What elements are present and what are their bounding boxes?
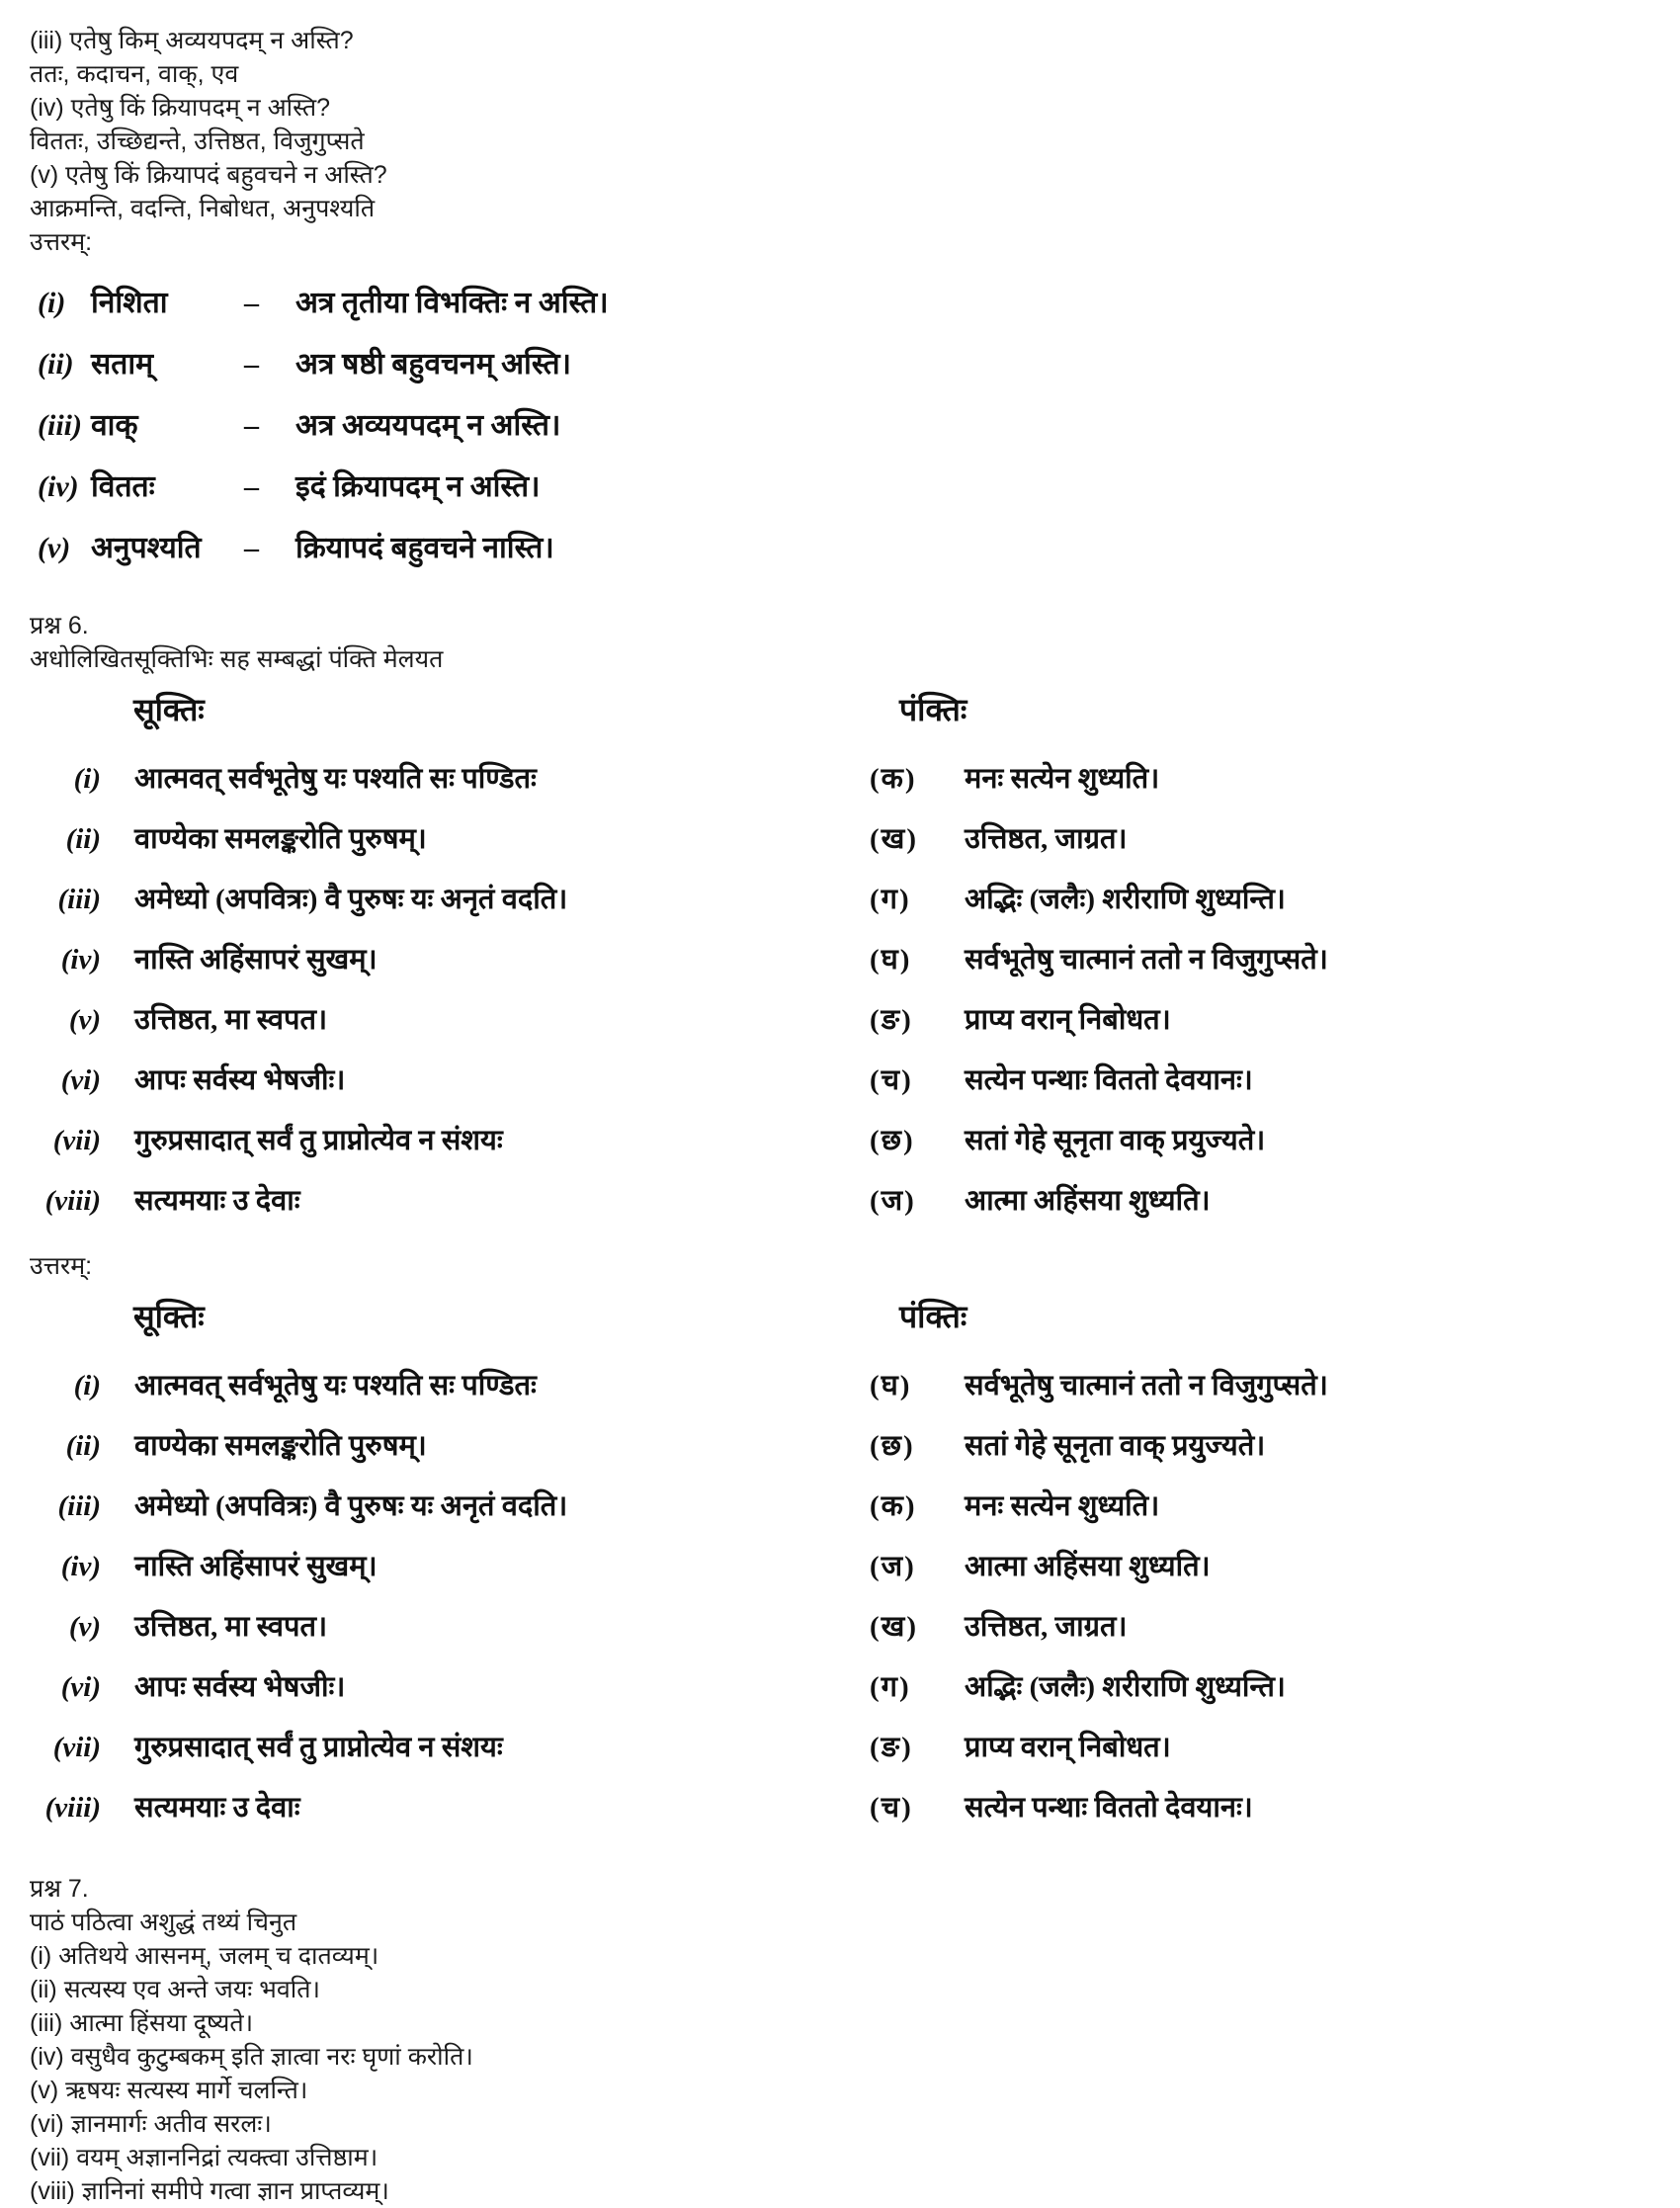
sukti-text: वाण्येका समलङ्करोति पुरुषम्। [134,1430,427,1462]
sukti-text: उत्तिष्ठत, मा स्वपत। [134,1004,328,1036]
pankti-text: प्राप्य वरान् निबोधत। [965,1004,1171,1036]
match-row [30,1486,1650,1525]
pankti-column-header: पंक्तिः [899,692,967,727]
question7-item: (vi) ज्ञानमार्गः अतीव सरलः। [30,2110,272,2138]
item-label: (ज) [870,1185,916,1217]
sukti-text: अमेध्यो (अपवित्रः) वै पुरुषः यः अनृतं वदति। [134,1490,568,1522]
question5-answer-list [30,281,1650,565]
answer-word: निशिता [91,287,168,319]
sukti-text: सत्यमयाः उ देवाः [134,1185,300,1217]
question7-section [30,1872,1650,2208]
match-row [30,1365,1650,1404]
question6-section [30,609,1650,1826]
match-row [30,1606,1650,1646]
dash: – [244,470,259,503]
pankti-text: आत्मा अहिंसया शुध्यति। [965,1185,1211,1217]
match-row [30,1787,1650,1826]
item-number: (vii) [52,1732,101,1763]
item-number: (v) [68,1004,101,1036]
pankti-text: सर्वभूतेषु चात्मानं ततो न विजुगुप्सते। [965,944,1328,976]
answer-text: क्रियापदं बहुवचने नास्ति। [295,532,554,564]
answer-text: इदं क्रियापदम् न अस्ति। [295,470,541,503]
item-number: (vii) [52,1125,101,1156]
q6-answer-label: उत्तरम्: [30,1252,93,1280]
item-number: (viii) [44,1185,101,1217]
sukti-text: सत्यमयाः उ देवाः [134,1792,300,1824]
question-text-line: (iii) एतेषु किम् अव्ययपदम् न अस्ति? [30,27,354,54]
question7-number: प्रश्न 7. [30,1875,89,1903]
dash: – [244,348,259,381]
item-number: (i) [38,287,66,319]
match-row [30,1120,1650,1159]
q5-answer-label: उत्तरम्: [30,228,93,256]
question7-item-list [30,1939,1650,2208]
q5-answer-row [30,342,1650,382]
dash: – [244,409,259,442]
match-row [30,999,1650,1039]
q6-question-table [30,758,1650,1220]
item-label: (ङ) [870,1004,913,1036]
pankti-text: सत्येन पन्थाः विततो देवयानः। [965,1064,1253,1096]
pankti-text: सत्येन पन्थाः विततो देवयानः। [965,1792,1253,1824]
match-row [30,1060,1650,1099]
sukti-column-header: सूक्तिः [133,692,205,727]
item-label: (छ) [870,1125,915,1156]
item-number: (iv) [60,944,101,976]
answer-word: अनुपश्यति [91,532,202,564]
item-label: (घ) [870,1370,912,1401]
match-row [30,818,1650,858]
answer-text: अत्र षष्ठी बहुवचनम् अस्ति। [295,348,571,381]
question5-section [30,24,1650,565]
pankti-text: प्राप्य वरान् निबोधत। [965,1732,1171,1763]
sukti-text: आत्मवत् सर्वभूतेषु यः पश्यति सः पण्डितः [134,1370,537,1401]
item-label: (ग) [870,884,911,915]
item-label: (ज) [870,1551,916,1582]
item-label: (च) [870,1792,913,1824]
pankti-text: उत्तिष्ठत, जाग्रत। [965,823,1128,855]
question7-item: (vii) वयम् अज्ञाननिद्रां त्यक्त्वा उत्तिष्ठाम। [30,2144,378,2171]
q5-answer-row [30,526,1650,565]
pankti-text: सतां गेहे सूनृता वाक् प्रयुज्यते। [965,1430,1266,1462]
question7-item: (iii) आत्मा हिंसया दूष्यते। [30,2009,254,2037]
match-row [30,1666,1650,1706]
item-label: (च) [870,1064,913,1096]
item-label: (ग) [870,1671,911,1703]
item-number: (iv) [38,470,79,503]
question5-intro-lines [30,24,1650,225]
pankti-text: सर्वभूतेषु चात्मानं ततो न विजुगुप्सते। [965,1370,1328,1401]
match-row [30,1546,1650,1585]
sukti-text: आपः सर्वस्य भेषजीः। [134,1671,346,1703]
question6-prompt: अधोलिखितसूक्तिभिः सह सम्बद्धां पंक्ति मेलयत [30,645,444,673]
sukti-text: नास्ति अहिंसापरं सुखम्। [134,1551,378,1582]
pankti-text: मनः सत्येन शुध्यति। [965,763,1160,795]
sukti-text: वाण्येका समलङ्करोति पुरुषम्। [134,823,427,855]
answer-word: विततः [91,470,155,503]
item-number: (iii) [57,884,101,915]
sukti-text: उत्तिष्ठत, मा स्वपत। [134,1611,328,1643]
item-number: (ii) [38,348,74,381]
question-text-line: आक्रमन्ति, वदन्ति, निबोधत, अनुपश्यति [30,195,376,222]
sukti-text: अमेध्यो (अपवित्रः) वै पुरुषः यः अनृतं वदति। [134,884,568,915]
item-label: (ख) [870,1611,919,1643]
match-row [30,1727,1650,1766]
item-number: (viii) [44,1792,101,1824]
dash: – [244,287,259,319]
question7-item: (ii) सत्यस्य एव अन्ते जयः भवति। [30,1976,320,2003]
item-number: (v) [68,1611,101,1643]
match-row [30,879,1650,918]
pankti-text: मनः सत्येन शुध्यति। [965,1490,1160,1522]
match-row [30,939,1650,978]
item-number: (iii) [57,1490,101,1522]
item-label: (घ) [870,944,912,976]
pankti-text: उत्तिष्ठत, जाग्रत। [965,1611,1128,1643]
match-row [30,758,1650,798]
answer-text: अत्र अव्ययपदम् न अस्ति। [295,409,561,442]
sukti-text: गुरुप्रसादात् सर्वं तु प्राप्नोत्येव न संशयः [134,1732,503,1763]
pankti-text: सतां गेहे सूनृता वाक् प्रयुज्यते। [965,1125,1266,1156]
sukti-column-header: सूक्तिः [133,1299,205,1334]
item-number: (iv) [60,1551,101,1582]
match-row [30,1425,1650,1465]
question-text-line: (v) एतेषु किं क्रियापदं बहुवचने न अस्ति? [30,161,387,189]
q6-answer-table [30,1365,1650,1826]
sukti-text: गुरुप्रसादात् सर्वं तु प्राप्नोत्येव न संशयः [134,1125,503,1156]
question7-item: (v) ऋषयः सत्यस्य मार्गे चलन्ति। [30,2077,308,2104]
pankti-text: अद्भिः (जलैः) शरीराणि शुध्यन्ति। [965,884,1286,915]
sukti-text: आत्मवत् सर्वभूतेषु यः पश्यति सः पण्डितः [134,763,537,795]
q6-answer-table-headers [30,1295,1650,1344]
q5-answer-row [30,281,1650,320]
pankti-text: अद्भिः (जलैः) शरीराणि शुध्यन्ति। [965,1671,1286,1703]
question7-item: (iv) वसुधैव कुटुम्बकम् इति ज्ञात्वा नरः घृणां करोति। [30,2043,473,2071]
question7-item: (viii) ज्ञानिनां समीपे गत्वा ज्ञान प्राप्तव्यम्। [30,2177,389,2205]
pankti-text: आत्मा अहिंसया शुध्यति। [965,1551,1211,1582]
item-number: (ii) [65,1430,101,1462]
item-label: (क) [870,763,917,795]
question7-prompt: पाठं पठित्वा अशुद्धं तथ्यं चिनुत [30,1909,297,1936]
item-number: (ii) [65,823,101,855]
item-label: (क) [870,1490,917,1522]
item-number: (v) [38,532,71,564]
dash: – [244,532,259,564]
item-label: (छ) [870,1430,915,1462]
answer-word: वाक् [91,409,138,442]
question6-number: प्रश्न 6. [30,612,89,639]
item-label: (ख) [870,823,919,855]
answer-word: सताम् [91,348,154,381]
sukti-text: नास्ति अहिंसापरं सुखम्। [134,944,378,976]
match-row [30,1180,1650,1220]
item-number: (i) [73,1370,101,1401]
q5-answer-row [30,403,1650,443]
question-text-line: (iv) एतेषु किं क्रियापदम् न अस्ति? [30,94,331,122]
sukti-text: आपः सर्वस्य भेषजीः। [134,1064,346,1096]
pankti-column-header: पंक्तिः [899,1299,967,1334]
item-label: (ङ) [870,1732,913,1763]
q5-answer-row [30,465,1650,504]
item-number: (iii) [38,409,82,442]
q6-table-headers [30,688,1650,737]
question7-item: (i) अतिथये आसनम्, जलम् च दातव्यम्। [30,1942,379,1970]
item-number: (vi) [60,1064,101,1096]
question-text-line: ततः, कदाचन, वाक्, एव [30,60,239,88]
item-number: (vi) [60,1671,101,1703]
question-text-line: विततः, उच्छिद्यन्ते, उत्तिष्ठत, विजुगुप्सते [30,127,365,155]
item-number: (i) [73,763,101,795]
answer-text: अत्र तृतीया विभक्तिः न अस्ति। [295,287,609,319]
